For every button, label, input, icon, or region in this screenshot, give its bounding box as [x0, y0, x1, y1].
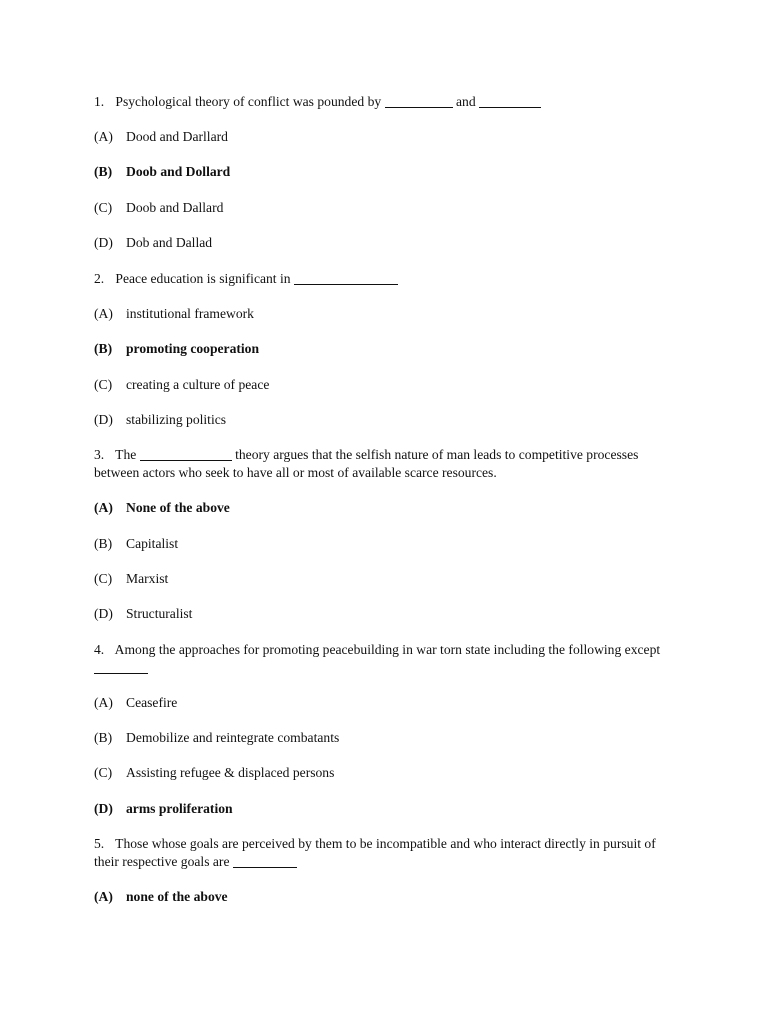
option-text: Marxist — [126, 571, 169, 586]
option-b-correct — [94, 163, 230, 181]
option-text: creating a culture of peace — [126, 377, 270, 392]
answer-blank — [294, 283, 398, 285]
answer-blank — [94, 672, 148, 674]
option-label: (C) — [94, 377, 113, 392]
option-a — [94, 305, 254, 323]
question-3-continued: between actors who seek to have all or most of available scarce resources. — [94, 465, 497, 480]
question-text: Psychological theory of conflict was pounded by — [115, 94, 382, 109]
option-c — [94, 570, 168, 588]
question-text: Those whose goals are perceived by them to be incompatible and who interact directly in pursuit of — [115, 836, 656, 851]
question-5 — [94, 835, 656, 853]
question-3 — [94, 446, 638, 464]
option-label: (A) — [94, 129, 113, 144]
option-text: institutional framework — [126, 306, 254, 321]
option-text: Ceasefire — [126, 695, 178, 710]
option-label: (D) — [94, 801, 113, 816]
answer-blank — [385, 106, 453, 108]
option-label: (A) — [94, 500, 113, 515]
option-d — [94, 411, 226, 429]
question-number: 4. — [94, 642, 105, 657]
answer-blank — [479, 106, 541, 108]
option-b — [94, 729, 339, 747]
question-4 — [94, 641, 660, 659]
option-label: (D) — [94, 606, 113, 621]
question-number: 3. — [94, 447, 105, 462]
option-c — [94, 376, 269, 394]
option-text: Dob and Dallad — [126, 235, 213, 250]
option-text: stabilizing politics — [126, 412, 227, 427]
answer-blank — [233, 866, 297, 868]
option-label: (B) — [94, 730, 113, 745]
question-1 — [94, 93, 541, 111]
question-text: The — [115, 447, 137, 462]
answer-blank — [140, 459, 232, 461]
option-label: (C) — [94, 765, 113, 780]
option-label: (D) — [94, 412, 113, 427]
option-text: Assisting refugee & displaced persons — [126, 765, 335, 780]
option-a — [94, 694, 177, 712]
option-text: Structuralist — [126, 606, 193, 621]
option-a — [94, 128, 228, 146]
question-4-continued — [94, 659, 148, 677]
option-c — [94, 199, 223, 217]
option-label: (A) — [94, 306, 113, 321]
option-label: (D) — [94, 235, 113, 250]
question-number: 2. — [94, 271, 105, 286]
option-text: None of the above — [126, 500, 230, 515]
option-text: Capitalist — [126, 536, 179, 551]
option-c — [94, 764, 334, 782]
option-b — [94, 535, 178, 553]
option-a-correct — [94, 888, 228, 906]
question-5-continued — [94, 853, 297, 871]
option-label: (A) — [94, 889, 113, 904]
question-number: 5. — [94, 836, 105, 851]
option-d-correct — [94, 800, 233, 818]
option-text: Doob and Dollard — [126, 164, 231, 179]
option-text: none of the above — [126, 889, 228, 904]
option-label: (B) — [94, 164, 113, 179]
option-label: (B) — [94, 341, 113, 356]
question-text: Among the approaches for promoting peacebuilding in war torn state including the following except — [114, 642, 661, 657]
option-b-correct — [94, 340, 259, 358]
question-text: and — [456, 94, 476, 109]
option-label: (B) — [94, 536, 113, 551]
option-d — [94, 234, 212, 252]
option-text: Demobilize and reintegrate combatants — [126, 730, 340, 745]
question-2 — [94, 270, 398, 288]
option-label: (C) — [94, 200, 113, 215]
option-d — [94, 605, 192, 623]
option-label: (C) — [94, 571, 113, 586]
option-text: Doob and Dallard — [126, 200, 224, 215]
option-label: (A) — [94, 695, 113, 710]
option-a-correct — [94, 499, 230, 517]
question-number: 1. — [94, 94, 105, 109]
option-text: promoting cooperation — [126, 341, 260, 356]
question-text: their respective goals are — [94, 854, 230, 869]
option-text: Dood and Darllard — [126, 129, 228, 144]
option-text: arms proliferation — [126, 801, 233, 816]
question-text: Peace education is significant in — [115, 271, 291, 286]
question-text: theory argues that the selfish nature of man leads to competitive processes — [235, 447, 639, 462]
